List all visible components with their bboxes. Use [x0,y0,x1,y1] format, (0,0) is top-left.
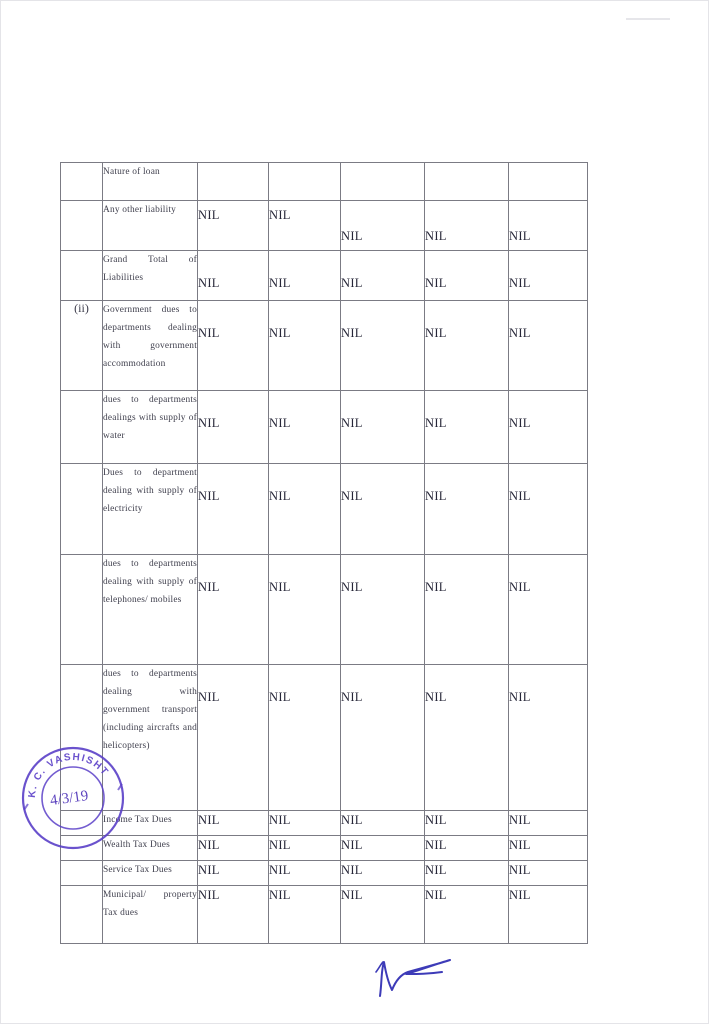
signature [372,952,456,1000]
row-label: Government dues to departments dealing with government accommodation [103,305,197,369]
value-cell: NIL [341,861,425,886]
table-row [61,555,588,665]
table-row [61,163,588,201]
value-cell: NIL [425,251,509,301]
value-cell: NIL [425,836,509,861]
value-cell: NIL [341,464,425,555]
value-cell: NIL [198,665,269,811]
value-cell: NIL [425,555,509,665]
serial-number: (ii) [74,301,89,315]
value-cell: NIL [198,861,269,886]
serial-cell [61,861,103,886]
value-cell: NIL [425,391,509,464]
row-label: Nature of loan [103,167,160,177]
value-cell: NIL [198,201,269,251]
table-row [61,251,588,301]
value-cell: NIL [198,555,269,665]
value-cell: NIL [341,555,425,665]
row-label: Income Tax Dues [103,815,172,825]
serial-cell [61,886,103,944]
serial-cell [61,464,103,555]
value-cell: NIL [341,665,425,811]
row-label: dues to departments dealing with government transport (including aircrafts and helicopters) [103,669,197,751]
table-row [61,886,588,944]
value-cell: NIL [269,464,341,555]
value-cell: NIL [425,665,509,811]
label-cell [103,163,198,201]
notary-stamp [18,744,128,852]
serial-cell [61,201,103,251]
value-cell: NIL [269,665,341,811]
value-cell: NIL [269,555,341,665]
serial-cell [61,163,103,201]
value-cell: NIL [425,886,509,944]
table-row [61,391,588,464]
value-cell: NIL [509,464,588,555]
value-cell: NIL [198,301,269,391]
label-cell [103,861,198,886]
value-cell: NIL [509,301,588,391]
value-cell [341,163,425,201]
value-cell: NIL [509,811,588,836]
value-cell: NIL [509,836,588,861]
value-cell: NIL [509,201,588,251]
value-cell: NIL [269,201,341,251]
serial-cell [61,251,103,301]
value-cell: NIL [198,251,269,301]
value-cell: NIL [341,201,425,251]
value-cell: NIL [269,301,341,391]
serial-cell [61,555,103,665]
label-cell [103,251,198,301]
label-cell [103,301,198,391]
value-cell: NIL [509,251,588,301]
value-cell: NIL [269,811,341,836]
value-cell: NIL [198,836,269,861]
value-cell: NIL [198,464,269,555]
liabilities-table [60,162,588,944]
table-row [61,861,588,886]
value-cell: NIL [425,301,509,391]
value-cell: NIL [341,251,425,301]
row-label: Wealth Tax Dues [103,840,171,850]
table-row [61,665,588,811]
value-cell [509,163,588,201]
row-label: dues to departments dealing with supply of telephones/ mobiles [103,559,197,605]
table-row [61,301,588,391]
row-label: Grand Total of Liabilities [103,255,197,283]
label-cell [103,464,198,555]
value-cell: NIL [269,391,341,464]
value-cell: NIL [198,391,269,464]
value-cell: NIL [269,886,341,944]
value-cell: NIL [425,464,509,555]
value-cell: NIL [198,886,269,944]
serial-cell [61,391,103,464]
scan-mark [626,18,670,20]
value-cell: NIL [341,811,425,836]
value-cell: NIL [341,836,425,861]
value-cell: NIL [341,301,425,391]
label-cell [103,391,198,464]
row-label: Municipal/ property Tax dues [103,890,197,918]
label-cell [103,886,198,944]
label-cell [103,201,198,251]
row-label: dues to departments dealings with supply of water [103,395,197,441]
row-label: Dues to department dealing with supply of electricity [103,468,197,514]
value-cell: NIL [425,861,509,886]
value-cell: NIL [341,886,425,944]
value-cell [269,163,341,201]
value-cell: NIL [509,391,588,464]
value-cell: NIL [509,665,588,811]
table-row [61,464,588,555]
serial-cell [61,301,103,391]
row-label: Service Tax Dues [103,865,173,875]
value-cell: NIL [198,811,269,836]
value-cell: NIL [509,861,588,886]
row-label: Any other liability [103,205,177,215]
value-cell [198,163,269,201]
value-cell: NIL [269,836,341,861]
stamp-date: 4/3/19 [49,787,90,810]
label-cell [103,555,198,665]
value-cell: NIL [425,811,509,836]
table-row [61,201,588,251]
value-cell: NIL [509,886,588,944]
value-cell [425,163,509,201]
value-cell: NIL [509,555,588,665]
stamp-text: K. C. VASHISHT [26,751,111,799]
value-cell: NIL [341,391,425,464]
value-cell: NIL [269,251,341,301]
table-row [61,811,588,836]
value-cell: NIL [425,201,509,251]
table-row [61,836,588,861]
value-cell: NIL [269,861,341,886]
